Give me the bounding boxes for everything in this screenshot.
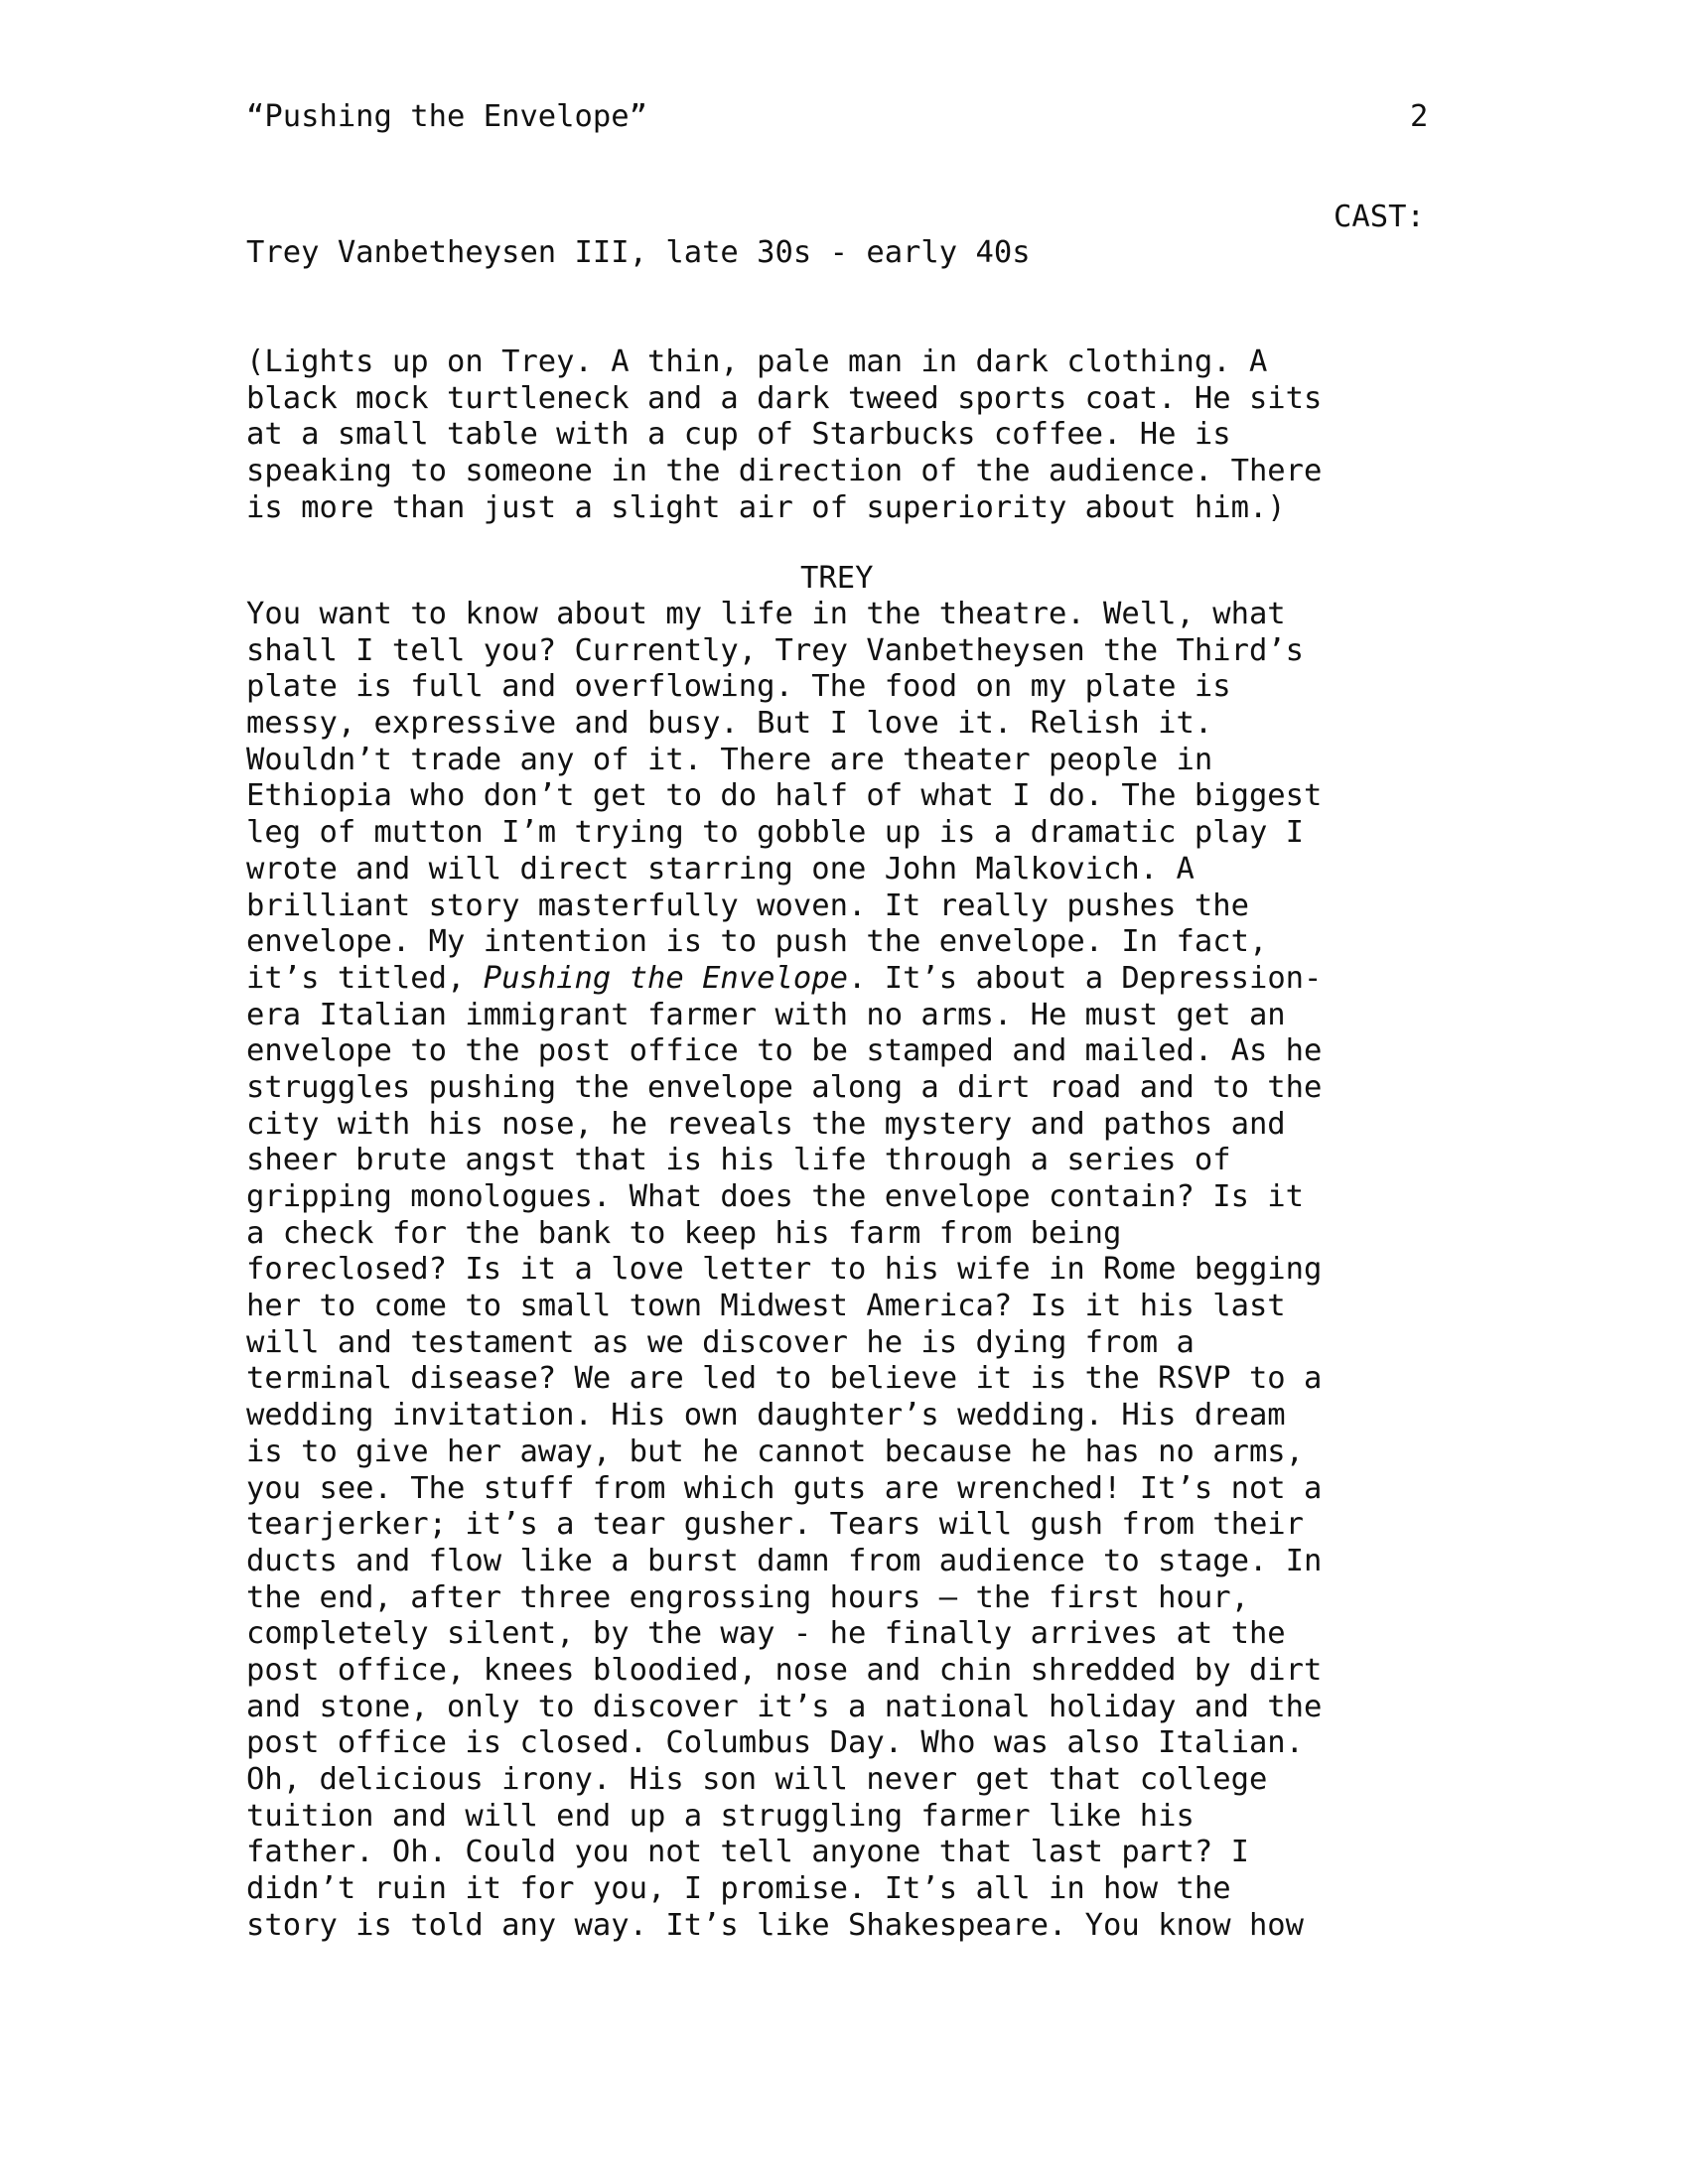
dialogue-line: will and testament as we discover he is dying from a [246,1324,1195,1360]
dialogue-block [246,597,1322,1944]
stage-direction-line: (Lights up on Trey. A thin, pale man in dark clothing. A [246,344,1268,379]
dialogue-line: a check for the bank to keep his farm from being [246,1215,1122,1251]
dialogue-line: is to give her away, but he cannot because he has no arms, [246,1433,1305,1469]
dialogue-line: her to come to small town Midwest America? Is it his last [246,1289,1286,1324]
stage-direction [246,344,1322,526]
dialogue-line: sheer brute angst that is his life through a series of [246,1143,1231,1178]
dialogue-line: struggles pushing the envelope along a dirt road and to the [246,1069,1323,1105]
dialogue-line: Wouldn’t trade any of it. There are theater people in [246,742,1213,777]
dialogue-line-with-title [246,961,1322,998]
dialogue-line: brilliant story masterfully woven. It really pushes the [246,887,1249,923]
stage-direction-line: at a small table with a cup of Starbucks coffee. He is [246,417,1231,453]
dialogue-line: and stone, only to discover it’s a national holiday and the [246,1689,1323,1724]
dialogue-line: era Italian immigrant farmer with no arms. He must get an [246,997,1286,1032]
dialogue-line: post office, knees bloodied, nose and chin shredded by dirt [246,1652,1323,1688]
stage-direction-line: black mock turtleneck and a dark tweed sports coat. He sits [246,380,1323,416]
dialogue-line: ducts and flow like a burst damn from audience to stage. In [246,1543,1323,1578]
dialogue-line: father. Oh. Could you not tell anyone that last part? I [246,1835,1249,1870]
page-number: 2 [1410,99,1429,134]
dialogue-line: didn’t ruin it for you, I promise. It’s all in how the [246,1871,1231,1907]
dialogue-line: the end, after three engrossing hours – the first hour, [246,1579,1249,1615]
script-title: “Pushing the Envelope” [246,99,647,134]
dialogue-line: Ethiopia who don’t get to do half of what I do. The biggest [246,778,1323,814]
stage-direction-line: is more than just a slight air of superiority about him.) [246,489,1286,525]
dialogue-line: messy, expressive and busy. But I love it. Relish it. [246,706,1213,742]
dialogue-line: plate is full and overflowing. The food on my plate is [246,669,1231,705]
cast-heading: CAST: [1334,200,1425,234]
dialogue-line: Oh, delicious irony. His son will never get that college [246,1762,1268,1797]
dialogue-line: You want to know about my life in the theatre. Well, what [246,597,1286,631]
stage-direction-line: speaking to someone in the direction of the audience. There [246,454,1323,489]
dialogue-line: foreclosed? Is it a love letter to his wife in Rome begging [246,1252,1323,1288]
dialogue-line: tuition and will end up a struggling farmer like his [246,1798,1195,1834]
character-name: TREY [800,561,874,596]
dialogue-line: completely silent, by the way - he finally arrives at the [246,1616,1286,1652]
dialogue-line: post office is closed. Columbus Day. Who was also Italian. [246,1725,1305,1761]
play-title: Pushing the Envelope [483,960,848,996]
dialogue-line: terminal disease? We are led to believe it is the RSVP to a [246,1361,1323,1397]
dialogue-line: envelope to the post office to be stamped and mailed. As he [246,1033,1323,1069]
dialogue-line: shall I tell you? Currently, Trey Vanbetheysen the Third’s [246,632,1305,668]
dialogue-line: you see. The stuff from which guts are wrenched! It’s not a [246,1470,1323,1506]
dialogue-line: tearjerker; it’s a tear gusher. Tears will gush from their [246,1507,1305,1543]
dialogue-line: gripping monologues. What does the envelope contain? Is it [246,1179,1305,1214]
dialogue-line: wedding invitation. His own daughter’s wedding. His dream [246,1398,1286,1433]
dialogue-line: wrote and will direct starring one John Malkovich. A [246,851,1195,887]
dialogue-text: . It’s about a Depression- [847,960,1323,996]
cast-member: Trey Vanbetheysen III, late 30s - early 40s [246,235,1031,270]
dialogue-line: envelope. My intention is to push the envelope. In fact, [246,924,1268,960]
dialogue-line: leg of mutton I’m trying to gobble up is a dramatic play I [246,815,1305,851]
dialogue-text: it’s titled, [246,960,484,996]
dialogue-line: city with his nose, he reveals the mystery and pathos and [246,1106,1286,1142]
dialogue-line: story is told any way. It’s like Shakespeare. You know how [246,1907,1305,1943]
